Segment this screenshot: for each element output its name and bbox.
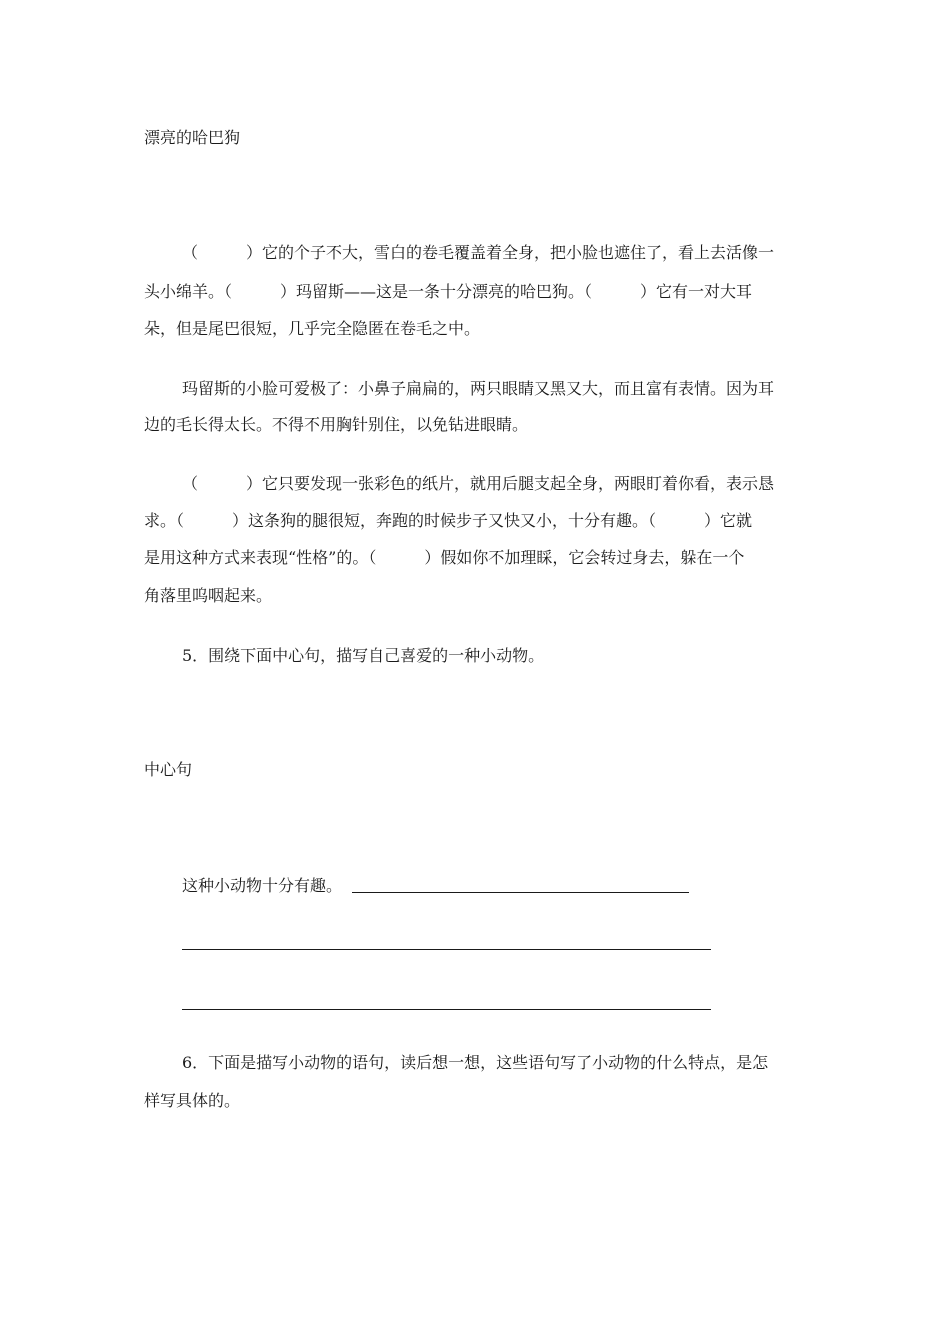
para3-line4: 角落里呜咽起来。	[144, 586, 273, 605]
para1-line3: 朵，但是尾巴很短，几乎完全隐匿在卷毛之中。	[144, 319, 481, 338]
para2-line1: 玛留斯的小脸可爱极了：小鼻子扁扁的，两只眼睛又黑又大，而且富有表情。因为耳	[182, 379, 775, 398]
writing-line-1[interactable]	[352, 892, 689, 893]
para3-line1: （ ）它只要发现一张彩色的纸片，就用后腿支起全身，两眼盯着你看，表示恳	[182, 474, 775, 493]
writing-line-2[interactable]	[182, 949, 711, 950]
para3-line3: 是用这种方式来表现“性格”的。（ ）假如你不加理睬，它会转过身去，躲在一个	[144, 548, 745, 567]
para1-line2: 头小绵羊。（ ）玛留斯——这是一条十分漂亮的哈巴狗。（ ）它有一对大耳	[144, 282, 753, 301]
center-sentence-label: 中心句	[144, 760, 193, 779]
para2-line2: 边的毛长得太长。不得不用胸针别住，以免钻进眼睛。	[144, 415, 529, 434]
center-sentence-text: 这种小动物十分有趣。	[182, 876, 343, 895]
document-title: 漂亮的哈巴狗	[144, 128, 241, 147]
question-5: 5．围绕下面中心句，描写自己喜爱的一种小动物。	[182, 646, 545, 665]
question-6-line2: 样写具体的。	[144, 1091, 241, 1110]
para1-line1: （ ）它的个子不大，雪白的卷毛覆盖着全身，把小脸也遮住了，看上去活像一	[182, 243, 775, 262]
question-6-line1: 6．下面是描写小动物的语句，读后想一想，这些语句写了小动物的什么特点，是怎	[182, 1053, 769, 1072]
writing-line-3[interactable]	[182, 1009, 711, 1010]
para3-line2: 求。（ ）这条狗的腿很短，奔跑的时候步子又快又小，十分有趣。（ ）它就	[144, 511, 753, 530]
